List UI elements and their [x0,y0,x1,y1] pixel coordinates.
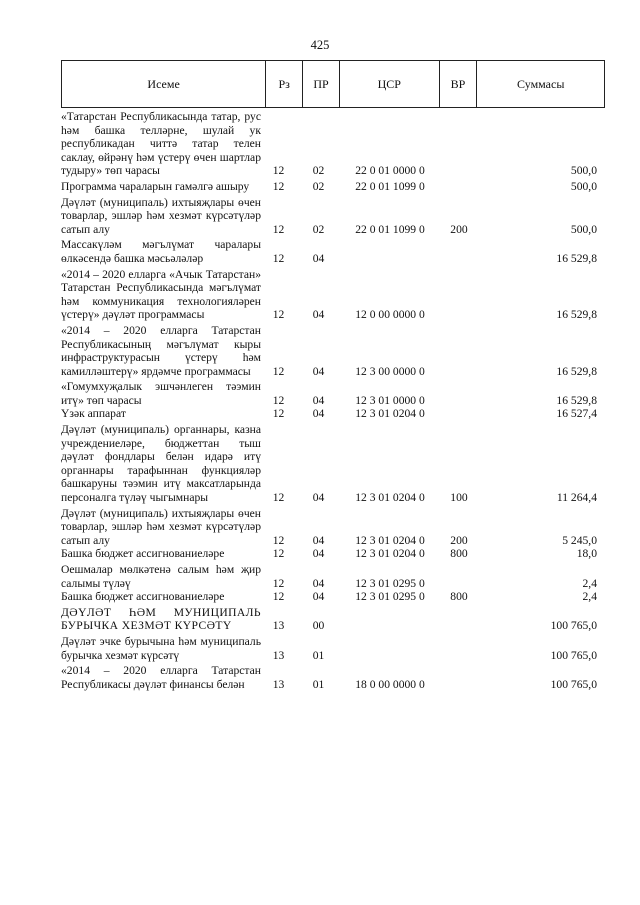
row-csr: 12 3 00 0000 0 [355,364,425,378]
row-pr: 04 [312,491,325,505]
row-pr: 02 [312,179,325,193]
row-csr: 12 3 01 0295 0 [355,590,425,604]
table-row [61,606,605,633]
table-row [61,635,605,662]
row-pr: 04 [312,308,325,322]
table-row [61,563,605,590]
header-pr: ПР [303,61,340,107]
table-row [61,180,605,194]
row-name: Дәүләт эчке бурычына һәм муниципаль бурычка хезмәт күрсәтү [61,634,261,662]
page-number: 425 [310,38,330,52]
row-name: «2014 – 2020 елларга Татарстан Республикасының мәгълүмат кыры инфраструктурасын үстерү һәм камилләштерү» ярдәмче программасы [61,323,261,378]
row-name: Программа чараларын гамәлгә ашыру [61,179,250,193]
row-pr: 04 [312,251,325,265]
table-header [61,60,605,108]
row-sum: 2,4 [582,590,597,604]
table-row [61,110,605,178]
row-sum: 500,0 [570,179,597,193]
row-pr: 01 [312,677,325,691]
row-csr: 12 3 01 0295 0 [355,576,425,590]
row-sum: 500,0 [570,222,597,236]
row-rz: 12 [272,222,285,236]
row-pr: 02 [312,164,325,178]
row-pr: 04 [312,547,325,561]
table-row [61,196,605,237]
row-csr: 12 3 01 0204 0 [355,407,425,421]
row-csr: 12 3 01 0000 0 [355,393,425,407]
row-name: Башка бюджет ассигнованиеләре [61,590,225,604]
row-sum: 11 264,4 [556,491,597,505]
row-name: Дәүләт (муниципаль) органнары, казна учреждениеләре, бюджеттан тыш дәүләт фондлары белән идарә итү органнары тарафыннан функцияләр башкаруны тәэмин итү максатларында персоналга түләү чыгымнары [61,423,261,505]
row-pr: 04 [312,576,325,590]
row-vr: 800 [450,590,468,604]
row-name: Дәүләт (муниципаль) ихтыяҗлары өчен товарлар, эшләр һәм хезмәт күрсәтүләр сатып алу [61,195,261,236]
row-csr: 12 3 01 0204 0 [355,491,425,505]
row-rz: 12 [272,251,285,265]
row-pr: 04 [312,393,325,407]
row-rz: 12 [272,164,285,178]
row-pr: 04 [312,590,325,604]
row-rz: 12 [272,533,285,547]
table-body [61,110,605,691]
header-name: Исеме [62,61,266,107]
row-pr: 01 [312,648,325,662]
row-sum: 2,4 [582,576,597,590]
table-row [61,407,605,421]
row-sum: 100 765,0 [550,648,597,662]
row-rz: 12 [272,491,285,505]
row-rz: 13 [272,648,285,662]
row-name: Дәүләт (муниципаль) ихтыяҗлары өчен товарлар, эшләр һәм хезмәт күрсәтүләр сатып алу [61,506,261,547]
row-pr: 02 [312,222,325,236]
row-rz: 13 [272,619,285,633]
row-sum: 16 527,4 [556,407,597,421]
row-sum: 16 529,8 [556,308,597,322]
row-csr: 22 0 01 1099 0 [355,179,425,193]
row-name: «2014 – 2020 елларга Татарстан Республикасы дәүләт финансы белән [61,664,261,691]
row-sum: 18,0 [576,547,597,561]
header-csr: ЦСР [340,61,440,107]
row-rz: 12 [272,308,285,322]
table-row [61,268,605,322]
row-sum: 16 529,8 [556,393,597,407]
header-rz: Рз [266,61,303,107]
row-csr: 18 0 00 0000 0 [355,677,425,691]
row-rz: 12 [272,407,285,421]
row-name: Башка бюджет ассигнованиеләре [61,547,225,561]
row-name: «Гомумхуҗалык эшчәнлеген тәэмин итү» төп чарасы [61,380,261,407]
table-row [61,507,605,548]
row-pr: 04 [312,407,325,421]
row-pr: 04 [312,533,325,547]
row-vr: 800 [450,547,468,561]
header-sum: Суммасы [517,76,565,91]
row-csr: 12 3 01 0204 0 [355,547,425,561]
row-name: Үзәк аппарат [61,407,126,421]
row-vr: 200 [450,222,468,236]
table-row [61,547,605,561]
row-vr: 100 [450,491,468,505]
table-row [61,380,605,407]
row-csr: 12 0 00 0000 0 [355,308,425,322]
row-rz: 12 [272,576,285,590]
row-csr: 12 3 01 0204 0 [355,533,425,547]
row-name: «2014 – 2020 елларга «Ачык Татарстан» Татарстан Республикасында мәгълүмат һәм коммуникация технологияләрен үстерү» дәүләт программасы [61,267,261,322]
row-name: «Татарстан Республикасында татар, рус һәм башка телләрне, шулай ук республикадан читтә татар телен саклау, өйрәнү һәм үстерү өчен шартлар тудыру» төп чарасы [61,110,261,178]
row-sum: 5 245,0 [562,533,597,547]
row-rz: 12 [272,547,285,561]
row-rz: 12 [272,590,285,604]
row-name: ДӘҮЛӘТ ҺӘМ МУНИЦИПАЛЬ БУРЫЧКА ХЕЗМӘТ КҮРСӘТҮ [61,605,261,633]
row-sum: 100 765,0 [550,619,597,633]
header-vr: ВР [440,61,478,107]
table-row [61,423,605,505]
row-name: Массакүләм мәгълүмат чаралары өлкәсендә башка мәсьәләләр [61,238,261,265]
table-row [61,590,605,604]
row-name: Оешмалар мөлкәтенә салым һәм җир салымы түләү [61,563,261,590]
row-sum: 500,0 [570,164,597,178]
row-pr: 00 [312,619,325,633]
row-vr: 200 [450,533,468,547]
row-rz: 12 [272,179,285,193]
row-rz: 12 [272,364,285,378]
row-csr: 22 0 01 0000 0 [355,164,425,178]
row-sum: 100 765,0 [550,677,597,691]
table-row [61,664,605,691]
row-rz: 13 [272,677,285,691]
row-csr: 22 0 01 1099 0 [355,222,425,236]
row-pr: 04 [312,364,325,378]
row-rz: 12 [272,393,285,407]
table-row [61,324,605,378]
row-sum: 16 529,8 [556,364,597,378]
row-sum: 16 529,8 [556,251,597,265]
table-row [61,238,605,265]
